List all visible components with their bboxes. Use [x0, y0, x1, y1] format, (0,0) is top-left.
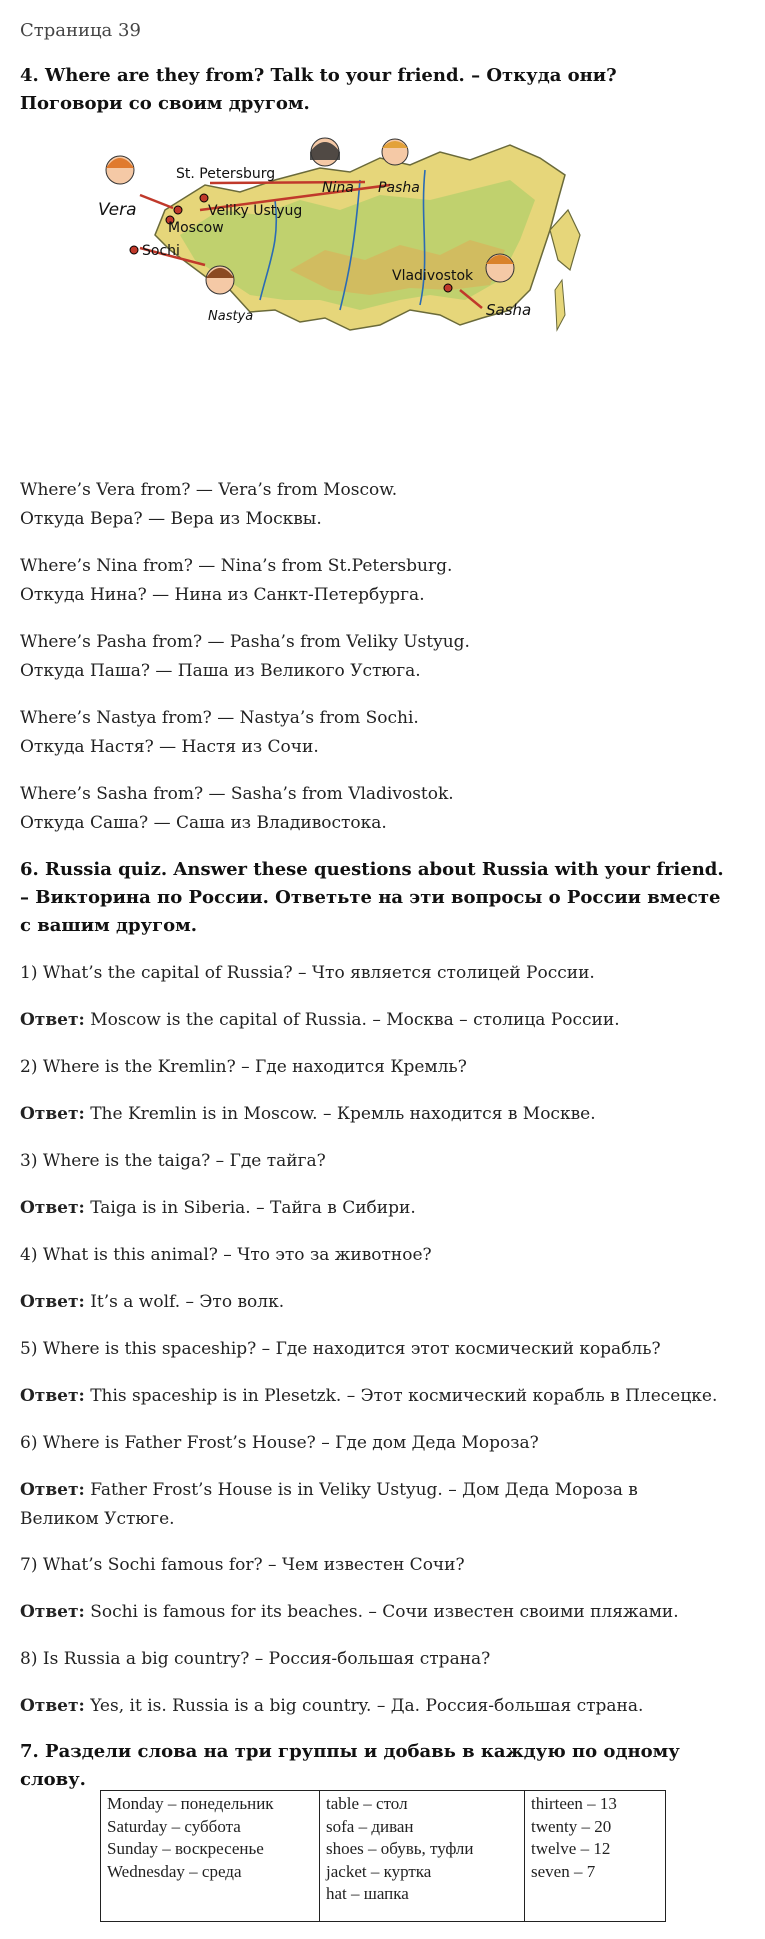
- child-nina-illustration: [310, 138, 340, 166]
- task4-line-5: Where’s Sasha from? — Sasha’s from Vladivostok. Откуда Саша? — Саша из Владивостока.: [20, 784, 454, 833]
- russia-map: [98, 140, 655, 410]
- word-group-days: Monday – понедельник Saturday – суббота Sunday – воскресенье Wednesday – среда: [101, 1791, 320, 1921]
- quiz-answer-6: Ответ: Father Frost’s House is in Veliky Ustyug. – Дом Деда Мороза в Великом Устюге.: [20, 1480, 638, 1529]
- quiz-answer-4: Ответ: It’s a wolf. – Это волк.: [20, 1292, 285, 1312]
- russia-map-illustration: [98, 140, 655, 410]
- task7-heading: 7. Раздели слова на три группы и добавь в каждую по одному слову.: [20, 1741, 680, 1790]
- quiz-question-7: 7) What’s Sochi famous for? – Чем известен Сочи?: [20, 1555, 465, 1575]
- task4-line-4: Where’s Nastya from? — Nastya’s from Sochi. Откуда Настя? — Настя из Сочи.: [20, 708, 419, 757]
- quiz-answer-7: Ответ: Sochi is famous for its beaches. – Сочи известен своими пляжами.: [20, 1602, 679, 1622]
- map-label-sochi: Sochi: [142, 243, 180, 259]
- quiz-question-8: 8) Is Russia a big country? – Россия-большая страна?: [20, 1649, 491, 1669]
- sakhalin: [555, 280, 565, 330]
- quiz-question-5: 5) Where is this spaceship? – Где находится этот космический корабль?: [20, 1339, 661, 1359]
- child-sasha-illustration: [486, 254, 514, 282]
- kamchatka: [550, 210, 580, 270]
- quiz-question-6: 6) Where is Father Frost’s House? – Где дом Деда Мороза?: [20, 1433, 539, 1453]
- child-vera-illustration: [106, 156, 134, 184]
- child-nastya-illustration: [206, 266, 234, 294]
- task4-line-2: Where’s Nina from? — Nina’s from St.Petersburg. Откуда Нина? — Нина из Санкт-Петербурга.: [20, 556, 453, 605]
- task4-heading: 4. Where are they from? Talk to your friend. – Откуда они? Поговори со своим другом.: [20, 65, 617, 114]
- map-child-sasha: Sasha: [486, 301, 532, 319]
- word-groups-table: [100, 1790, 666, 1922]
- map-child-nina: Nina: [322, 180, 354, 196]
- quiz-answer-3: Ответ: Taiga is in Siberia. – Тайга в Сибири.: [20, 1198, 416, 1218]
- map-label-veliky-ustyug: Veliky Ustyug: [208, 203, 303, 219]
- map-child-nastya: Nastya: [208, 309, 254, 324]
- word-group-numbers: thirteen – 13 twenty – 20 twelve – 12 seven – 7: [531, 1794, 617, 1881]
- task4-line-1: Where’s Vera from? — Vera’s from Moscow. Откуда Вера? — Вера из Москвы.: [20, 480, 398, 529]
- map-label-st-petersburg: St. Petersburg: [176, 166, 276, 182]
- child-pasha-illustration: [382, 139, 408, 165]
- map-label-vladivostok: Vladivostok: [392, 268, 474, 284]
- map-label-moscow: Moscow: [168, 220, 224, 236]
- page-number: Страница 39: [20, 20, 141, 41]
- map-child-vera: Vera: [98, 200, 137, 220]
- task6-heading: 6. Russia quiz. Answer these questions about Russia with your friend. – Викторина по России. Ответьте на эти вопросы о России вместе с вашим другом.: [20, 859, 724, 936]
- word-group-items: table – стол sofa – диван shoes – обувь, туфли jacket – куртка hat – шапка: [320, 1791, 525, 1921]
- quiz-question-4: 4) What is this animal? – Что это за животное?: [20, 1245, 432, 1265]
- quiz-question-1: 1) What’s the capital of Russia? – Что является столицей России.: [20, 963, 595, 983]
- task4-line-3: Where’s Pasha from? — Pasha’s from Veliky Ustyug. Откуда Паша? — Паша из Великого Устюга.: [20, 632, 470, 681]
- quiz-answer-1: Ответ: Moscow is the capital of Russia. – Москва – столица России.: [20, 1010, 620, 1030]
- quiz-answer-8: Ответ: Yes, it is. Russia is a big country. – Да. Россия-большая страна.: [20, 1696, 644, 1716]
- map-child-pasha: Pasha: [378, 180, 420, 196]
- quiz-question-3: 3) Where is the taiga? – Где тайга?: [20, 1151, 326, 1171]
- quiz-question-2: 2) Where is the Kremlin? – Где находится Кремль?: [20, 1057, 467, 1077]
- quiz-answer-5: Ответ: This spaceship is in Plesetzk. – Этот космический корабль в Плесецке.: [20, 1386, 718, 1406]
- quiz-answer-2: Ответ: The Kremlin is in Moscow. – Кремль находится в Москве.: [20, 1104, 596, 1124]
